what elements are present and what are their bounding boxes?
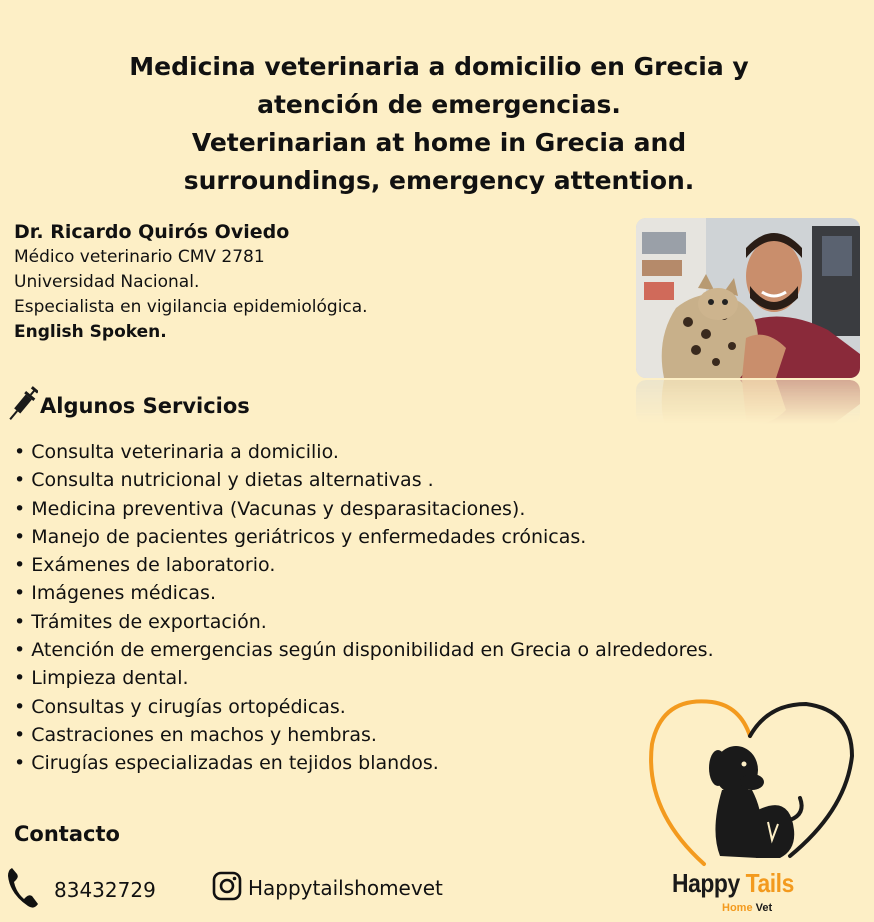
services-list xyxy=(14,438,714,778)
list-item: • Consulta nutricional y dietas alternativas . xyxy=(14,469,434,492)
title-line: Veterinarian at home in Grecia and xyxy=(191,128,687,157)
doctor-photo-reflection xyxy=(636,380,860,424)
doctor-photo xyxy=(636,218,860,378)
phone-icon xyxy=(6,866,40,914)
logo-sub-vet: Vet xyxy=(755,902,773,914)
services-heading: Algunos Servicios xyxy=(40,394,250,418)
contact-heading: Contacto xyxy=(14,822,120,846)
logo-brand-happy: Happy xyxy=(672,868,746,898)
list-item: • Limpieza dental. xyxy=(14,667,189,690)
list-item: • Atención de emergencias según disponibilidad en Grecia o alrededores. xyxy=(14,639,714,662)
doctor-credential: Médico veterinario CMV 2781 xyxy=(14,247,265,267)
heart-pets-logo-mark xyxy=(640,690,860,880)
instagram-handle: Happytailshomevet xyxy=(248,876,443,900)
phone-number: 83432729 xyxy=(54,878,156,902)
list-item: • Exámenes de laboratorio. xyxy=(14,554,276,577)
phone-contact[interactable] xyxy=(6,866,156,914)
logo-subtitle xyxy=(722,902,772,914)
list-item: • Cirugías especializadas en tejidos blandos. xyxy=(14,752,439,775)
instagram-contact[interactable] xyxy=(212,871,443,905)
instagram-icon xyxy=(212,871,242,905)
happy-tails-logo xyxy=(640,690,860,918)
list-item: • Trámites de exportación. xyxy=(14,610,267,633)
doctor-bio xyxy=(14,219,614,345)
logo-brand xyxy=(672,868,794,899)
list-item: • Medicina preventiva (Vacunas y desparasitaciones). xyxy=(14,497,526,520)
doctor-name: Dr. Ricardo Quirós Oviedo xyxy=(14,221,290,243)
list-item: • Consultas y cirugías ortopédicas. xyxy=(14,695,346,718)
list-item: • Manejo de pacientes geriátricos y enfermedades crónicas. xyxy=(14,525,587,548)
list-item: • Consulta veterinaria a domicilio. xyxy=(14,441,339,463)
logo-brand-tails: Tails xyxy=(745,868,794,898)
doctor-language: English Spoken. xyxy=(14,322,167,342)
title-line: Medicina veterinaria a domicilio en Grecia y xyxy=(129,52,749,81)
page-title xyxy=(60,48,818,200)
doctor-university: Universidad Nacional. xyxy=(14,272,200,292)
doctor-specialty: Especialista en vigilancia epidemiológica. xyxy=(14,297,368,317)
title-line: atención de emergencias. xyxy=(257,90,621,119)
list-item: • Castraciones en machos y hembras. xyxy=(14,723,377,746)
logo-sub-home: Home xyxy=(722,902,756,914)
syringe-icon xyxy=(8,382,38,430)
title-line: surroundings, emergency attention. xyxy=(183,166,695,195)
list-item: • Imágenes médicas. xyxy=(14,582,216,605)
services-header xyxy=(8,384,250,428)
